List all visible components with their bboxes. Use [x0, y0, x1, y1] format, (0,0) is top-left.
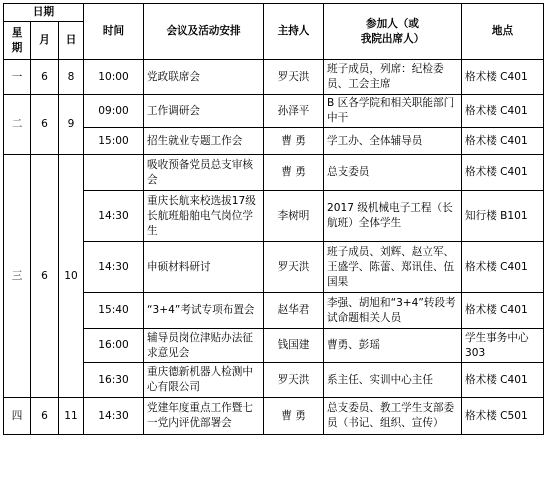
event-cell: 党建年度重点工作暨七一党内评优部署会 — [144, 398, 264, 435]
event-cell: 重庆德新机器人检测中心有限公司 — [144, 363, 264, 398]
month-cell: 6 — [31, 60, 59, 95]
attendees-cell: 曹勇、彭瑶 — [324, 329, 462, 363]
attendees-cell: 班子成员，列席：纪检委员、工会主席 — [324, 60, 462, 95]
weekday-cell: 三 — [4, 155, 31, 398]
host-cell: 罗天洪 — [264, 363, 324, 398]
schedule-body — [4, 4, 544, 435]
event-cell: 工作调研会 — [144, 95, 264, 128]
time-cell: 14:30 — [84, 398, 144, 435]
time-cell: 09:00 — [84, 95, 144, 128]
host-cell: 罗天洪 — [264, 60, 324, 95]
schedule-table — [3, 3, 544, 435]
time-cell: 14:30 — [84, 191, 144, 242]
time-cell — [84, 155, 144, 191]
event-cell: 申硕材料研讨 — [144, 242, 264, 293]
header-date-group: 日期 — [4, 4, 84, 22]
location-cell: 格术楼 C401 — [462, 155, 544, 191]
schedule-row — [4, 128, 544, 155]
weekday-cell: 四 — [4, 398, 31, 435]
month-cell: 6 — [31, 95, 59, 155]
header-weekday: 星 期 — [4, 22, 31, 60]
weekday-cell: 二 — [4, 95, 31, 155]
location-cell: 格术楼 C401 — [462, 293, 544, 329]
attendees-cell: 学工办、全体辅导员 — [324, 128, 462, 155]
time-cell: 14:30 — [84, 242, 144, 293]
schedule-row — [4, 95, 544, 128]
header-event: 会议及活动安排 — [144, 4, 264, 60]
header-month: 月 — [31, 22, 59, 60]
header-host: 主持人 — [264, 4, 324, 60]
location-cell: 格术楼 C501 — [462, 398, 544, 435]
schedule-row — [4, 155, 544, 191]
schedule-row — [4, 191, 544, 242]
attendees-cell: 总支委员 — [324, 155, 462, 191]
time-cell: 15:40 — [84, 293, 144, 329]
host-cell: 曹 勇 — [264, 398, 324, 435]
event-cell: 辅导员岗位津贴办法征求意见会 — [144, 329, 264, 363]
schedule-row — [4, 329, 544, 363]
month-cell: 6 — [31, 398, 59, 435]
time-cell: 16:30 — [84, 363, 144, 398]
attendees-cell: 李强、胡旭和“3+4”转段考试命题相关人员 — [324, 293, 462, 329]
weekday-cell: 一 — [4, 60, 31, 95]
day-cell: 8 — [59, 60, 84, 95]
location-cell: 学生事务中心 303 — [462, 329, 544, 363]
header-attendees: 参加人（或 我院出席人） — [324, 4, 462, 60]
host-cell: 曹 勇 — [264, 128, 324, 155]
location-cell: 格术楼 C401 — [462, 363, 544, 398]
host-cell: 曹 勇 — [264, 155, 324, 191]
schedule-row — [4, 242, 544, 293]
schedule-row — [4, 60, 544, 95]
header-day: 日 — [59, 22, 84, 60]
host-cell: 罗天洪 — [264, 242, 324, 293]
location-cell: 格术楼 C401 — [462, 128, 544, 155]
attendees-cell: 系主任、实训中心主任 — [324, 363, 462, 398]
attendees-cell: B 区各学院和相关职能部门中干 — [324, 95, 462, 128]
event-cell: “3+4”考试专项布置会 — [144, 293, 264, 329]
attendees-cell: 总支委员、教工学生支部委员（书记、组织、宣传） — [324, 398, 462, 435]
time-cell: 16:00 — [84, 329, 144, 363]
event-cell: 重庆长航来校选拔17级长航班船舶电气岗位学生 — [144, 191, 264, 242]
event-cell: 招生就业专题工作会 — [144, 128, 264, 155]
host-cell: 赵华君 — [264, 293, 324, 329]
schedule-row — [4, 398, 544, 435]
day-cell: 9 — [59, 95, 84, 155]
schedule-row — [4, 293, 544, 329]
location-cell: 格术楼 C401 — [462, 60, 544, 95]
day-cell: 11 — [59, 398, 84, 435]
day-cell: 10 — [59, 155, 84, 398]
event-cell: 党政联席会 — [144, 60, 264, 95]
month-cell: 6 — [31, 155, 59, 398]
attendees-cell: 班子成员、刘辉、赵立军、王盛学、陈蕾、郑讯佳、伍国果 — [324, 242, 462, 293]
event-cell: 吸收预备党员总支审核会 — [144, 155, 264, 191]
header-time: 时间 — [84, 4, 144, 60]
header-row-1 — [4, 4, 544, 22]
host-cell: 孙泽平 — [264, 95, 324, 128]
host-cell: 钱国建 — [264, 329, 324, 363]
time-cell: 10:00 — [84, 60, 144, 95]
time-cell: 15:00 — [84, 128, 144, 155]
location-cell: 格术楼 C401 — [462, 95, 544, 128]
host-cell: 李树明 — [264, 191, 324, 242]
schedule-row — [4, 363, 544, 398]
location-cell: 格术楼 C401 — [462, 242, 544, 293]
location-cell: 知行楼 B101 — [462, 191, 544, 242]
attendees-cell: 2017 级机械电子工程（长航班）全体学生 — [324, 191, 462, 242]
header-location: 地点 — [462, 4, 544, 60]
